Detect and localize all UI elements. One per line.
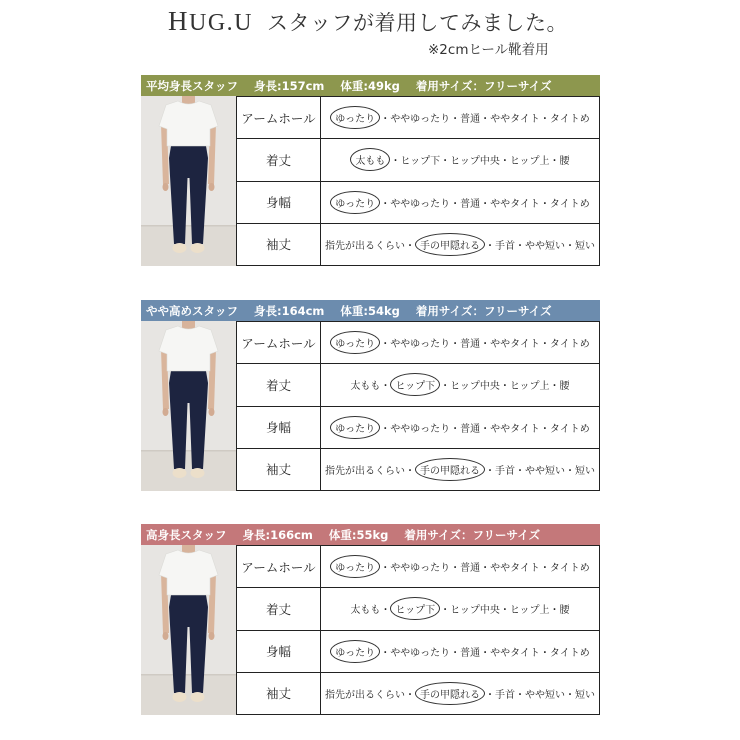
option-separator: ・ bbox=[499, 156, 510, 168]
option: 普通 bbox=[460, 423, 481, 435]
staff-type-label: 平均身長スタッフ bbox=[146, 78, 238, 93]
option: 普通 bbox=[460, 563, 481, 575]
row-label: 身幅 bbox=[237, 182, 321, 223]
option: ヒップ中央 bbox=[450, 156, 500, 168]
option: 手首 bbox=[495, 465, 515, 477]
option: ややタイト bbox=[490, 423, 540, 435]
page-title bbox=[168, 6, 568, 37]
row-label: 着丈 bbox=[237, 364, 321, 405]
section-header bbox=[141, 300, 600, 321]
option-separator: ・ bbox=[539, 563, 550, 575]
option-selected: ヒップ下 bbox=[390, 597, 440, 620]
worn-size: 着用サイズ：フリーサイズ bbox=[404, 527, 541, 542]
size-row-sleeve-length bbox=[237, 223, 599, 265]
row-label: 袖丈 bbox=[237, 224, 321, 265]
option-separator: ・ bbox=[539, 339, 550, 351]
option-separator: ・ bbox=[539, 198, 550, 210]
option: やや短い bbox=[525, 240, 565, 252]
option-separator: ・ bbox=[565, 465, 575, 477]
row-label: アームホール bbox=[237, 546, 321, 587]
option: ややタイト bbox=[490, 339, 540, 351]
row-options bbox=[321, 224, 599, 265]
option-separator: ・ bbox=[380, 423, 391, 435]
option: 普通 bbox=[460, 198, 481, 210]
option: 指先が出るくらい bbox=[325, 689, 405, 701]
staff-photo bbox=[141, 545, 236, 715]
option: ヒップ上 bbox=[509, 156, 550, 168]
row-options bbox=[321, 139, 599, 180]
option-separator: ・ bbox=[380, 198, 391, 210]
row-options bbox=[321, 546, 599, 587]
size-row-length bbox=[237, 363, 599, 405]
option-separator: ・ bbox=[380, 605, 391, 617]
staff-photo bbox=[141, 96, 236, 266]
staff-weight: 体重:54kg bbox=[340, 303, 400, 318]
option: ややタイト bbox=[490, 114, 540, 126]
row-options bbox=[321, 182, 599, 223]
option-separator: ・ bbox=[440, 605, 451, 617]
option: 指先が出るくらい bbox=[325, 465, 405, 477]
option-separator: ・ bbox=[485, 240, 495, 252]
option-selected: ゆったり bbox=[330, 331, 380, 354]
row-options bbox=[321, 449, 599, 490]
option: ややタイト bbox=[490, 563, 540, 575]
option-separator: ・ bbox=[405, 689, 415, 701]
size-row-armhole bbox=[237, 546, 599, 587]
option-separator: ・ bbox=[405, 240, 415, 252]
option: ヒップ下 bbox=[400, 156, 441, 168]
option: ややゆったり bbox=[390, 563, 451, 575]
fit-table bbox=[236, 321, 600, 491]
section-tall-staff bbox=[141, 524, 600, 715]
row-label: アームホール bbox=[237, 97, 321, 138]
row-label: 身幅 bbox=[237, 631, 321, 672]
option: ややタイト bbox=[490, 647, 540, 659]
option: タイトめ bbox=[549, 647, 590, 659]
option: ややタイト bbox=[490, 198, 540, 210]
size-row-sleeve-length bbox=[237, 448, 599, 490]
option: ややゆったり bbox=[390, 423, 451, 435]
size-row-body-width bbox=[237, 406, 599, 448]
row-options bbox=[321, 97, 599, 138]
staff-type-label: やや高めスタッフ bbox=[146, 303, 238, 318]
option: タイトめ bbox=[549, 339, 590, 351]
worn-size: 着用サイズ：フリーサイズ bbox=[415, 303, 552, 318]
option-separator: ・ bbox=[499, 605, 510, 617]
size-row-armhole bbox=[237, 97, 599, 138]
option: ヒップ上 bbox=[509, 605, 550, 617]
row-options bbox=[321, 322, 599, 363]
option: ヒップ上 bbox=[509, 381, 550, 393]
section-average-height-staff bbox=[141, 75, 600, 266]
option-selected: 太もも bbox=[350, 148, 390, 171]
option-separator: ・ bbox=[565, 240, 575, 252]
option-separator: ・ bbox=[440, 156, 451, 168]
option: やや短い bbox=[525, 689, 565, 701]
option-separator: ・ bbox=[450, 198, 461, 210]
option-selected: 手の甲隠れる bbox=[415, 233, 485, 256]
size-row-body-width bbox=[237, 630, 599, 672]
option: やや短い bbox=[525, 465, 565, 477]
option-separator: ・ bbox=[450, 339, 461, 351]
option-separator: ・ bbox=[515, 240, 525, 252]
option-separator: ・ bbox=[549, 605, 560, 617]
size-row-length bbox=[237, 138, 599, 180]
worn-size: 着用サイズ：フリーサイズ bbox=[415, 78, 552, 93]
section-header bbox=[141, 524, 600, 545]
staff-photo bbox=[141, 321, 236, 491]
section-header bbox=[141, 75, 600, 96]
option: 普通 bbox=[460, 647, 481, 659]
heel-note: ※2cmヒール靴着用 bbox=[428, 42, 549, 58]
option-separator: ・ bbox=[480, 563, 491, 575]
brand-name: HUG.U bbox=[168, 6, 253, 36]
row-options bbox=[321, 364, 599, 405]
option-separator: ・ bbox=[480, 339, 491, 351]
option-separator: ・ bbox=[480, 423, 491, 435]
option-separator: ・ bbox=[450, 423, 461, 435]
option-separator: ・ bbox=[480, 114, 491, 126]
option-separator: ・ bbox=[480, 647, 491, 659]
option: 腰 bbox=[559, 156, 570, 168]
row-label: 袖丈 bbox=[237, 673, 321, 714]
option-separator: ・ bbox=[380, 339, 391, 351]
row-label: 身幅 bbox=[237, 407, 321, 448]
option: 短い bbox=[575, 240, 595, 252]
row-label: 着丈 bbox=[237, 139, 321, 180]
option-selected: ゆったり bbox=[330, 106, 380, 129]
option-separator: ・ bbox=[440, 381, 451, 393]
option-separator: ・ bbox=[380, 563, 391, 575]
row-options bbox=[321, 631, 599, 672]
option-selected: ゆったり bbox=[330, 416, 380, 439]
option-selected: ゆったり bbox=[330, 191, 380, 214]
option-separator: ・ bbox=[450, 114, 461, 126]
option-selected: ヒップ下 bbox=[390, 373, 440, 396]
fit-table bbox=[236, 96, 600, 266]
option: ややゆったり bbox=[390, 198, 451, 210]
staff-height: 身長:157cm bbox=[254, 78, 325, 93]
option: 普通 bbox=[460, 114, 481, 126]
row-label: アームホール bbox=[237, 322, 321, 363]
option: ヒップ中央 bbox=[450, 381, 500, 393]
option-separator: ・ bbox=[485, 465, 495, 477]
option-selected: ゆったり bbox=[330, 555, 380, 578]
size-row-armhole bbox=[237, 322, 599, 363]
staff-type-label: 高身長スタッフ bbox=[146, 527, 227, 542]
section-body bbox=[141, 96, 600, 266]
option-separator: ・ bbox=[480, 198, 491, 210]
option-selected: 手の甲隠れる bbox=[415, 458, 485, 481]
option: 手首 bbox=[495, 240, 515, 252]
option-separator: ・ bbox=[450, 647, 461, 659]
section-body bbox=[141, 321, 600, 491]
option: 短い bbox=[575, 689, 595, 701]
option: タイトめ bbox=[549, 563, 590, 575]
option: 普通 bbox=[460, 339, 481, 351]
row-options bbox=[321, 673, 599, 714]
fit-table bbox=[236, 545, 600, 715]
section-slightly-tall-staff bbox=[141, 300, 600, 491]
option-separator: ・ bbox=[380, 381, 391, 393]
option-separator: ・ bbox=[549, 156, 560, 168]
option-separator: ・ bbox=[515, 465, 525, 477]
size-row-body-width bbox=[237, 181, 599, 223]
option-separator: ・ bbox=[539, 114, 550, 126]
option: ヒップ中央 bbox=[450, 605, 500, 617]
staff-height: 身長:164cm bbox=[254, 303, 325, 318]
option: タイトめ bbox=[549, 423, 590, 435]
option: 太もも bbox=[350, 381, 381, 393]
option: ややゆったり bbox=[390, 339, 451, 351]
size-row-sleeve-length bbox=[237, 672, 599, 714]
option: ややゆったり bbox=[390, 647, 451, 659]
title-text: スタッフが着用してみました。 bbox=[267, 11, 568, 35]
option-separator: ・ bbox=[539, 647, 550, 659]
staff-weight: 体重:49kg bbox=[340, 78, 400, 93]
option: タイトめ bbox=[549, 114, 590, 126]
row-label: 着丈 bbox=[237, 588, 321, 629]
option: 短い bbox=[575, 465, 595, 477]
option-separator: ・ bbox=[515, 689, 525, 701]
option: ややゆったり bbox=[390, 114, 451, 126]
row-label: 袖丈 bbox=[237, 449, 321, 490]
option-separator: ・ bbox=[380, 647, 391, 659]
option-separator: ・ bbox=[549, 381, 560, 393]
option-separator: ・ bbox=[539, 423, 550, 435]
option: 太もも bbox=[350, 605, 381, 617]
option-separator: ・ bbox=[499, 381, 510, 393]
section-body bbox=[141, 545, 600, 715]
option-separator: ・ bbox=[485, 689, 495, 701]
option-separator: ・ bbox=[565, 689, 575, 701]
option-separator: ・ bbox=[405, 465, 415, 477]
option-separator: ・ bbox=[450, 563, 461, 575]
option-selected: 手の甲隠れる bbox=[415, 682, 485, 705]
option-separator: ・ bbox=[390, 156, 401, 168]
option: 腰 bbox=[559, 605, 570, 617]
option: タイトめ bbox=[549, 198, 590, 210]
option: 腰 bbox=[559, 381, 570, 393]
staff-height: 身長:166cm bbox=[242, 527, 313, 542]
option-selected: ゆったり bbox=[330, 640, 380, 663]
option: 手首 bbox=[495, 689, 515, 701]
option-separator: ・ bbox=[380, 114, 391, 126]
staff-weight: 体重:55kg bbox=[328, 527, 389, 542]
row-options bbox=[321, 588, 599, 629]
row-options bbox=[321, 407, 599, 448]
size-row-length bbox=[237, 587, 599, 629]
option: 指先が出るくらい bbox=[325, 240, 405, 252]
